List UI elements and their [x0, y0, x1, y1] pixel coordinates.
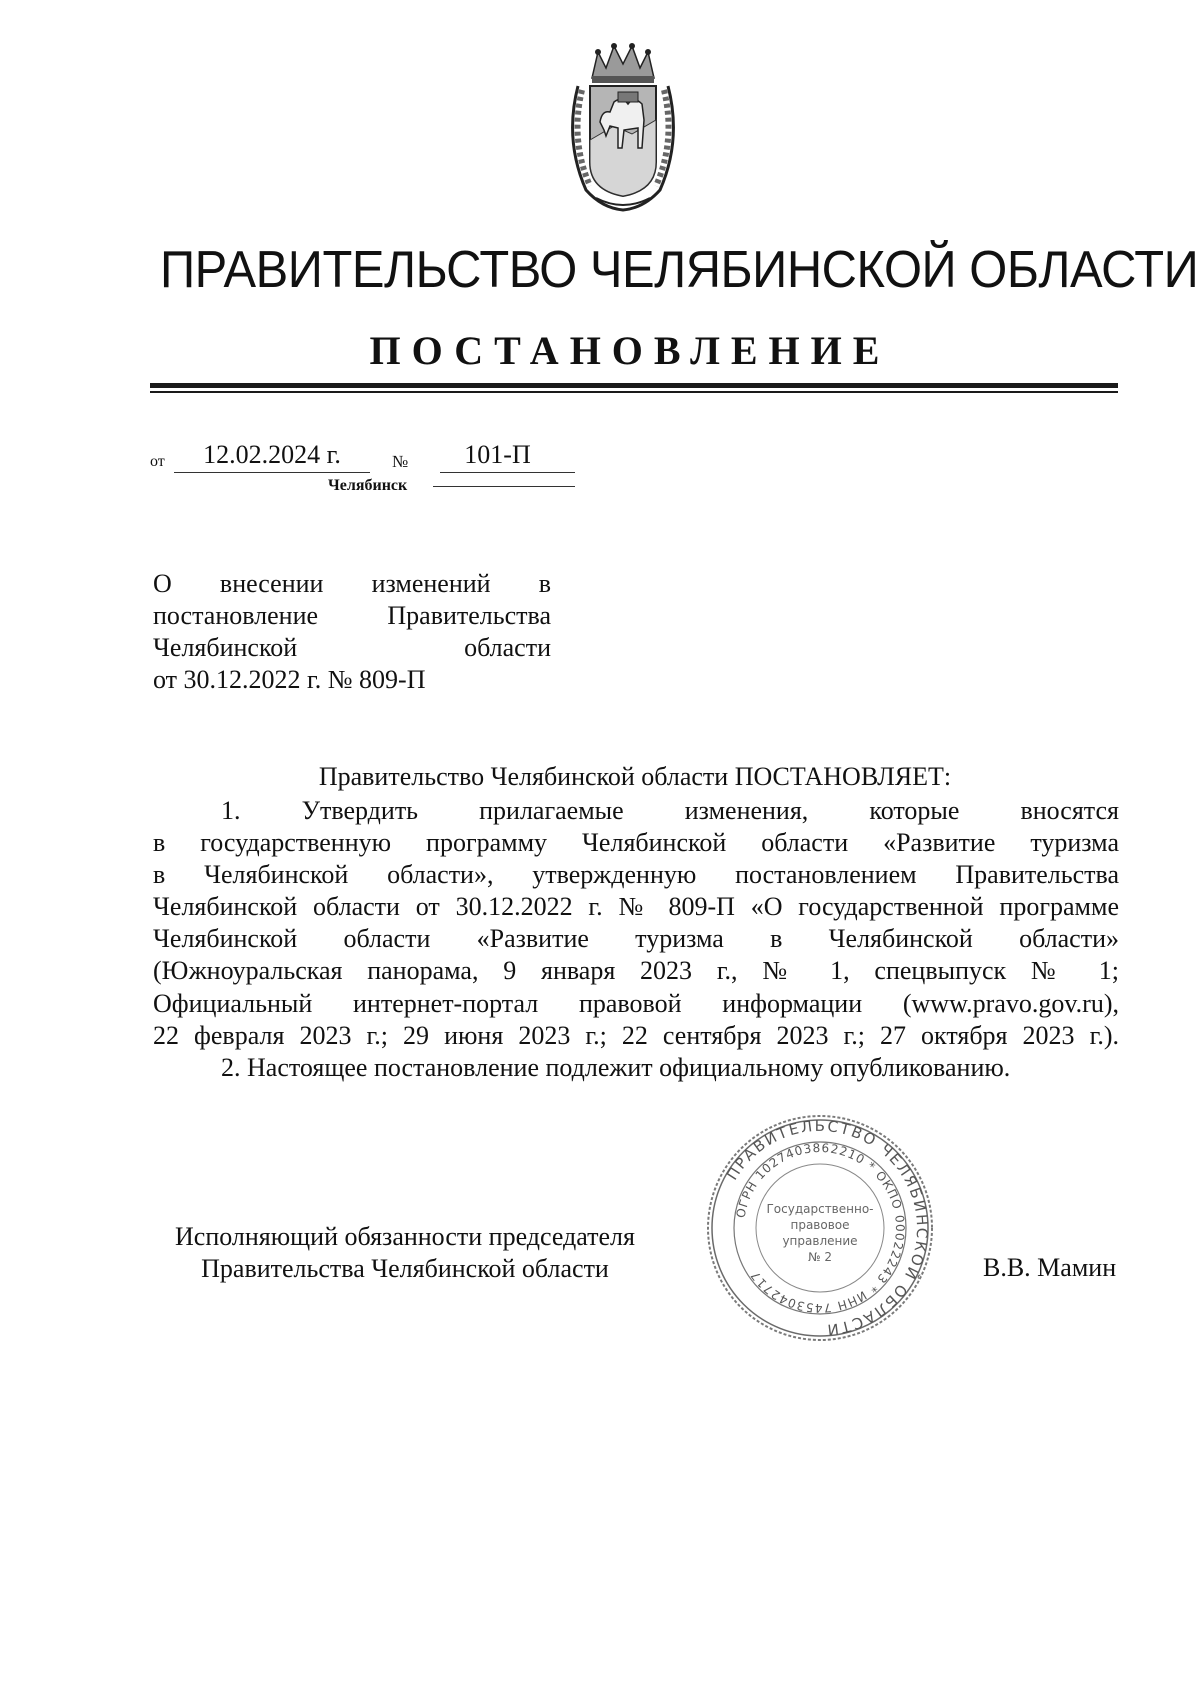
date-underline — [174, 472, 370, 473]
number-sign: № — [392, 452, 409, 471]
body-line: Официальный интернет-портал правовой информации (www.pravo.gov.ru), — [153, 988, 1119, 1018]
document-subject — [153, 568, 551, 696]
official-seal-stamp — [705, 1113, 935, 1343]
svg-text:№ 2: № 2 — [808, 1250, 832, 1264]
signatory-position-line: Исполняющий обязанности председателя — [175, 1222, 635, 1251]
svg-text:правовое: правовое — [790, 1218, 850, 1232]
document-city: Челябинск — [328, 477, 408, 494]
subject-line: от 30.12.2022 г. № 809-П — [153, 665, 426, 694]
document-type-title: ПОСТАНОВЛЕНИЕ — [369, 328, 891, 373]
subject-line: постановление Правительства — [153, 601, 551, 630]
signatory-position-line: Правительства Челябинской области — [201, 1254, 609, 1283]
preamble: Правительство Челябинской области ПОСТАНОВЛЯЕТ: — [318, 762, 952, 791]
body-line: Челябинской области «Развитие туризма в Челябинской области» — [153, 924, 1119, 954]
header-divider-thin — [150, 391, 1118, 393]
svg-text:Государственно-: Государственно- — [766, 1202, 874, 1216]
svg-text:ПРАВИТЕЛЬСТВО ЧЕЛЯБИНСКОЙ ОБЛА: ПРАВИТЕЛЬСТВО ЧЕЛЯБИНСКОЙ ОБЛАСТИ — [723, 1116, 932, 1340]
svg-text:ОГРН 1027403862210 * ОКПО 0002: ОГРН 1027403862210 * ОКПО 00022243 * ИНН 7453042717 — [733, 1140, 908, 1316]
body-line: (Южноуральская панорама, 9 января 2023 г., № 1, спецвыпуск № 1; — [153, 956, 1119, 986]
subject-line: О внесении изменений в — [153, 569, 551, 598]
organization-title: ПРАВИТЕЛЬСТВО ЧЕЛЯБИНСКОЙ ОБЛАСТИ — [160, 241, 1199, 299]
chelyabinsk-coat-of-arms-icon — [562, 40, 684, 215]
body-line: 1. Утвердить прилагаемые изменения, которые вносятся — [221, 796, 1119, 825]
body-line: в Челябинской области», утвержденную постановлением Правительства — [153, 860, 1119, 890]
city-underline — [433, 486, 575, 487]
date-prefix: от — [150, 453, 165, 470]
document-date: 12.02.2024 г. — [203, 440, 341, 469]
number-underline — [440, 472, 575, 473]
svg-text:управление: управление — [782, 1234, 858, 1248]
signatory-position — [150, 1221, 660, 1285]
body-line: 22 февраля 2023 г.; 29 июня 2023 г.; 22 сентября 2023 г.; 27 октября 2023 г.). — [153, 1020, 1119, 1050]
header-divider-thick — [150, 383, 1118, 388]
document-number: 101-П — [464, 440, 531, 469]
body-line: 2. Настоящее постановление подлежит официальному опубликованию. — [221, 1052, 1011, 1082]
body-line: в государственную программу Челябинской области «Развитие туризма — [153, 828, 1119, 858]
subject-line: Челябинской области — [153, 633, 551, 662]
body-line: Челябинской области от 30.12.2022 г. № 809-П «О государственной программе — [153, 892, 1119, 922]
signatory-name: В.В. Мамин — [983, 1253, 1117, 1282]
document-body — [153, 795, 1119, 1084]
